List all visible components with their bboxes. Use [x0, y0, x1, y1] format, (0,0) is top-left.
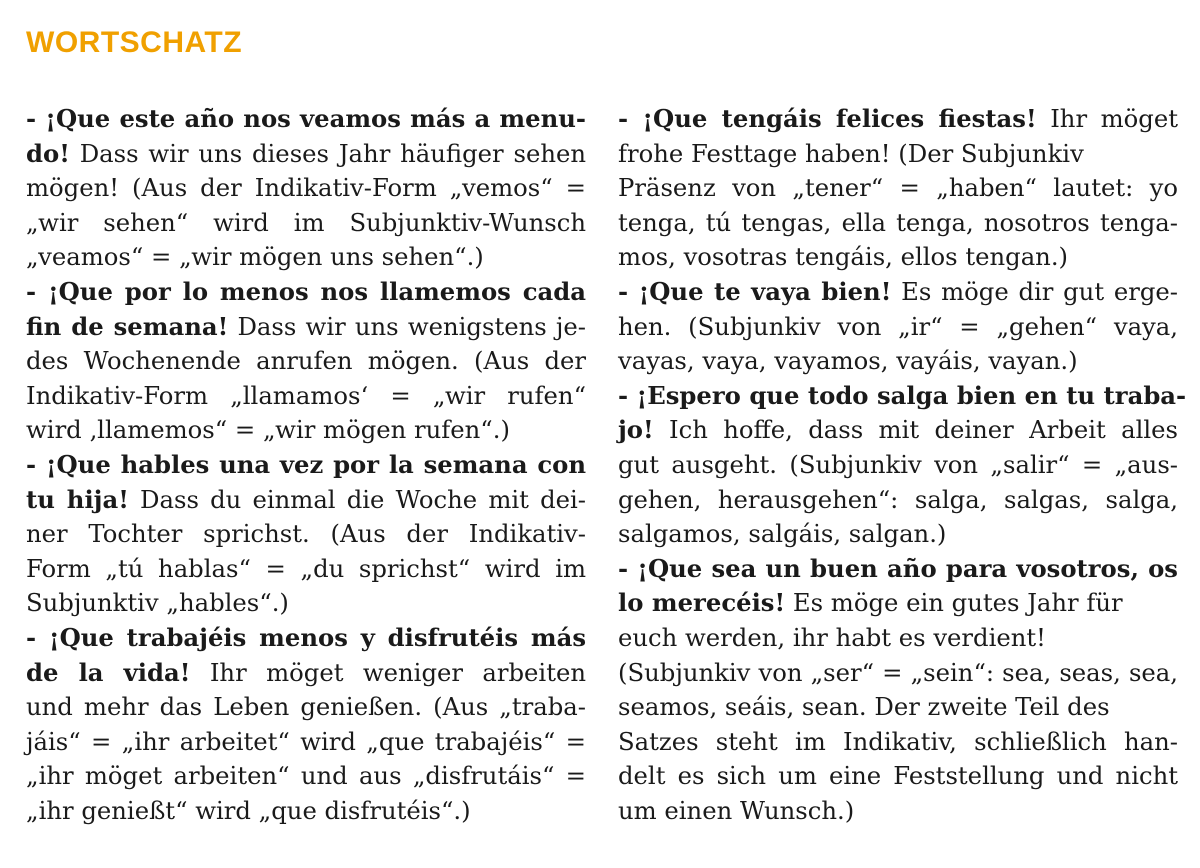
vocabulary-column-left — [26, 102, 586, 828]
text-line — [618, 552, 1178, 587]
text-line — [618, 794, 1178, 829]
spanish-phrase: - ¡Que tengáis felices fiestas! — [618, 104, 1037, 133]
spanish-phrase: do! — [26, 138, 70, 168]
german-explanation: Form „tú hablas“ = „du sprichst“ wird im — [26, 553, 586, 583]
german-explanation: gehen, herausgehen“: salga, salgas, salga, — [618, 484, 1178, 514]
spanish-phrase: - ¡Que por lo menos nos llamemos cada — [26, 276, 586, 306]
spanish-phrase: fin de semana! — [26, 311, 229, 341]
german-explanation: „ihr möget arbeiten“ und aus „disfrutáis“ = — [26, 761, 586, 791]
text-line — [26, 102, 586, 137]
text-line — [26, 275, 586, 310]
german-explanation: Indikativ-Form „llamamos‘ = „wir rufen“ — [26, 380, 586, 410]
text-line — [26, 725, 586, 760]
text-line — [618, 310, 1178, 345]
german-explanation: „wir sehen“ wird im Subjunktiv-Wunsch — [26, 207, 586, 237]
text-line — [26, 240, 586, 275]
german-explanation: vayas, vaya, vayamos, vayáis, vayan.) — [618, 346, 1078, 376]
text-line — [618, 759, 1178, 794]
spanish-phrase: - ¡Que te vaya bien! — [618, 276, 892, 306]
german-explanation: mögen! (Aus der Indikativ-Form „vemos“ = — [26, 173, 586, 203]
german-explanation: Satzes steht im Indikativ, schließlich han- — [618, 726, 1178, 756]
text-line — [26, 656, 586, 691]
german-explanation: delt es sich um eine Feststellung und nicht — [618, 761, 1178, 791]
text-line — [26, 586, 586, 621]
german-explanation: (Subjunkiv von „ser“ = „sein“: sea, seas, sea, — [618, 657, 1178, 687]
text-line — [26, 517, 586, 552]
german-explanation: frohe Festtage haben! (Der Subjunkiv — [618, 138, 1084, 168]
text-line — [618, 413, 1178, 448]
text-line — [26, 690, 586, 725]
spanish-phrase: tu hija! — [26, 484, 129, 514]
german-explanation: wird ‚llamemos“ = „wir mögen rufen“.) — [26, 415, 510, 445]
german-explanation: euch werden, ihr habt es verdient! — [618, 622, 1046, 652]
spanish-phrase: - ¡Espero que todo salga bien en tu traba- — [618, 380, 1187, 410]
text-line — [618, 448, 1178, 483]
german-explanation: Es möge ein gutes Jahr für — [785, 588, 1123, 618]
text-line — [26, 448, 586, 483]
text-line — [26, 379, 586, 414]
text-line — [26, 206, 586, 241]
text-line — [618, 725, 1178, 760]
german-explanation: Dass wir uns dieses Jahr häufiger sehen — [69, 138, 586, 168]
text-line — [618, 621, 1178, 656]
spanish-phrase: - ¡Que hables una vez por la semana con — [26, 449, 586, 479]
text-line — [618, 483, 1178, 518]
german-explanation: Ich hoffe, dass mit deiner Arbeit alles — [653, 415, 1178, 445]
text-line — [26, 413, 586, 448]
text-line — [26, 794, 586, 829]
text-line — [618, 102, 1178, 137]
text-line — [618, 586, 1178, 621]
german-explanation: Präsenz von „tener“ = „haben“ lautet: yo — [618, 173, 1178, 203]
spanish-phrase: - ¡Que trabajéis menos y disfrutéis más — [26, 622, 586, 652]
text-line — [26, 137, 586, 172]
spanish-phrase: - ¡Que sea un buen año para vosotros, os — [618, 553, 1178, 583]
vocabulary-column-right — [618, 102, 1187, 828]
section-heading: WORTSCHATZ — [26, 26, 243, 59]
text-line — [618, 379, 1187, 414]
text-line — [26, 552, 586, 587]
spanish-phrase: de la vida! — [26, 657, 191, 687]
german-explanation: jáis“ = „ihr arbeitet“ wird „que trabajéis“ = — [26, 726, 586, 756]
text-line — [26, 621, 586, 656]
text-line — [618, 206, 1178, 241]
text-line — [618, 171, 1178, 206]
german-explanation: salgamos, salgáis, salgan.) — [618, 519, 947, 549]
german-explanation: Es möge dir gut erge- — [891, 276, 1178, 306]
german-explanation: und mehr das Leben genießen. (Aus „traba- — [26, 692, 586, 722]
text-line — [26, 483, 586, 518]
german-explanation: Dass wir uns wenigstens je- — [228, 311, 586, 341]
german-explanation: um einen Wunsch.) — [618, 795, 855, 825]
text-line — [26, 171, 586, 206]
german-explanation: Dass du einmal die Woche mit dei- — [128, 484, 586, 514]
text-line — [618, 240, 1178, 275]
spanish-phrase: jo! — [618, 415, 654, 445]
german-explanation: Subjunktiv „hables“.) — [26, 588, 289, 618]
german-explanation: mos, vosotras tengáis, ellos tengan.) — [618, 242, 1069, 272]
text-line — [26, 759, 586, 794]
german-explanation: seamos, seáis, sean. Der zweite Teil des — [618, 692, 1110, 722]
german-explanation: „ihr genießt“ wird „que disfrutéis“.) — [26, 795, 471, 825]
german-explanation: tenga, tú tengas, ella tenga, nosotros tenga- — [618, 207, 1178, 237]
german-explanation: hen. (Subjunkiv von „ir“ = „gehen“ vaya, — [618, 311, 1178, 341]
text-line — [26, 344, 586, 379]
german-explanation: Ihr möget weniger arbeiten — [190, 657, 586, 687]
german-explanation: gut ausgeht. (Subjunkiv von „salir“ = „aus- — [618, 449, 1178, 479]
text-line — [618, 275, 1178, 310]
text-line — [618, 344, 1178, 379]
spanish-phrase: - ¡Que este año nos veamos más a menu- — [26, 104, 586, 133]
german-explanation: Ihr möget — [1036, 104, 1178, 133]
text-line — [618, 690, 1178, 725]
text-line — [618, 656, 1178, 691]
german-explanation: „veamos“ = „wir mögen uns sehen“.) — [26, 242, 484, 272]
text-line — [26, 310, 586, 345]
text-line — [618, 137, 1178, 172]
german-explanation: des Wochenende anrufen mögen. (Aus der — [26, 346, 586, 376]
spanish-phrase: lo merecéis! — [618, 588, 786, 618]
text-line — [618, 517, 1178, 552]
german-explanation: ner Tochter sprichst. (Aus der Indikativ- — [26, 519, 586, 549]
